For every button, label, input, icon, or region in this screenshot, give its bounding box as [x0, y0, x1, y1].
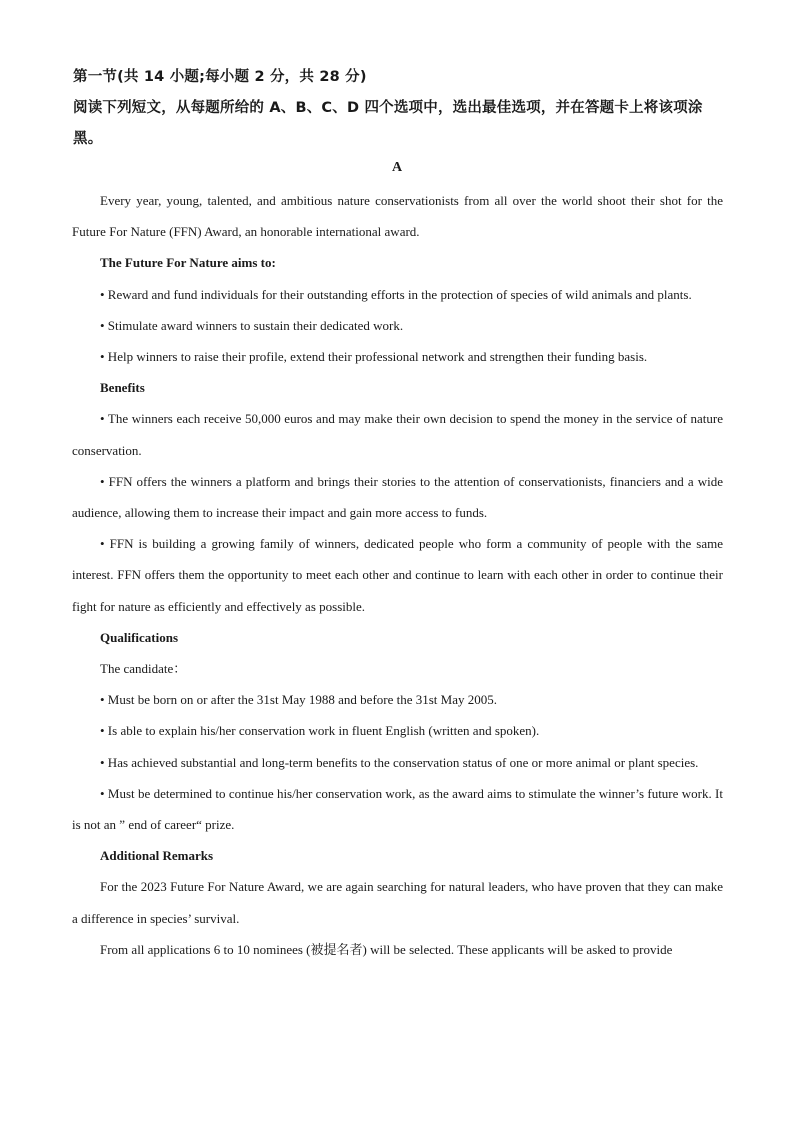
qualifications-item: • Has achieved substantial and long-term benefits to the conservation status of one or more animal or plant species.	[100, 754, 699, 770]
aims-item: • Stimulate award winners to sustain their dedicated work.	[100, 317, 404, 333]
section-instruction: 阅读下列短文，从每题所给的 A、B、C、D 四个选项中，选出最佳选项，并在答题卡上将该项涂黑。	[73, 100, 703, 147]
qualifications-heading: Qualifications	[100, 629, 179, 645]
qualifications-item: • Is able to explain his/her conservation work in fluent English (written and spoken).	[100, 723, 540, 739]
passage-letter: A	[391, 160, 403, 175]
passage-body	[72, 185, 723, 965]
benefits-item: • FFN is building a growing family of winners, dedicated people who form a community of people with the same interest. FFN offers them the opportunity to meet each other and continue to learn with each other in order to continue their fight for nature as efficiently and effectively as possible.	[72, 536, 723, 614]
qualifications-item: • Must be determined to continue his/her conservation work, as the award aims to stimulate the winner’s future work. It is not an ” end of career“ prize.	[72, 785, 723, 833]
aims-item: • Help winners to raise their profile, extend their professional network and strengthen their funding basis.	[100, 349, 648, 365]
candidate-label: The candidate：	[100, 661, 187, 677]
aims-item: • Reward and fund individuals for their outstanding efforts in the protection of species of wild animals and plants.	[100, 286, 692, 302]
benefits-heading: Benefits	[100, 380, 145, 396]
benefits-item: • FFN offers the winners a platform and brings their stories to the attention of conservationists, financiers and a wide audience, allowing them to increase their impact and gain more access to funds.	[72, 473, 723, 521]
section-title: 第一节(共 14 小题;每小题 2 分，共 28 分)	[73, 69, 367, 85]
remarks-heading: Additional Remarks	[100, 848, 214, 864]
remarks-paragraph: From all applications 6 to 10 nominees (被提名者) will be selected. These applicants will be asked to provide	[100, 941, 673, 957]
qualifications-item: • Must be born on or after the 31st May 1988 and before the 31st May 2005.	[100, 692, 498, 708]
aims-heading: The Future For Nature aims to:	[100, 255, 276, 271]
benefits-item: • The winners each receive 50,000 euros and may make their own decision to spend the money in the service of nature conservation.	[72, 411, 723, 458]
passage-intro: Every year, young, talented, and ambitious nature conservationists from all over the world shoot their shot for the Future For Nature (FFN) Award, an honorable international award.	[72, 193, 723, 240]
remarks-paragraph: For the 2023 Future For Nature Award, we are again searching for natural leaders, who have proven that they can make a difference in species’ survival.	[72, 879, 723, 926]
